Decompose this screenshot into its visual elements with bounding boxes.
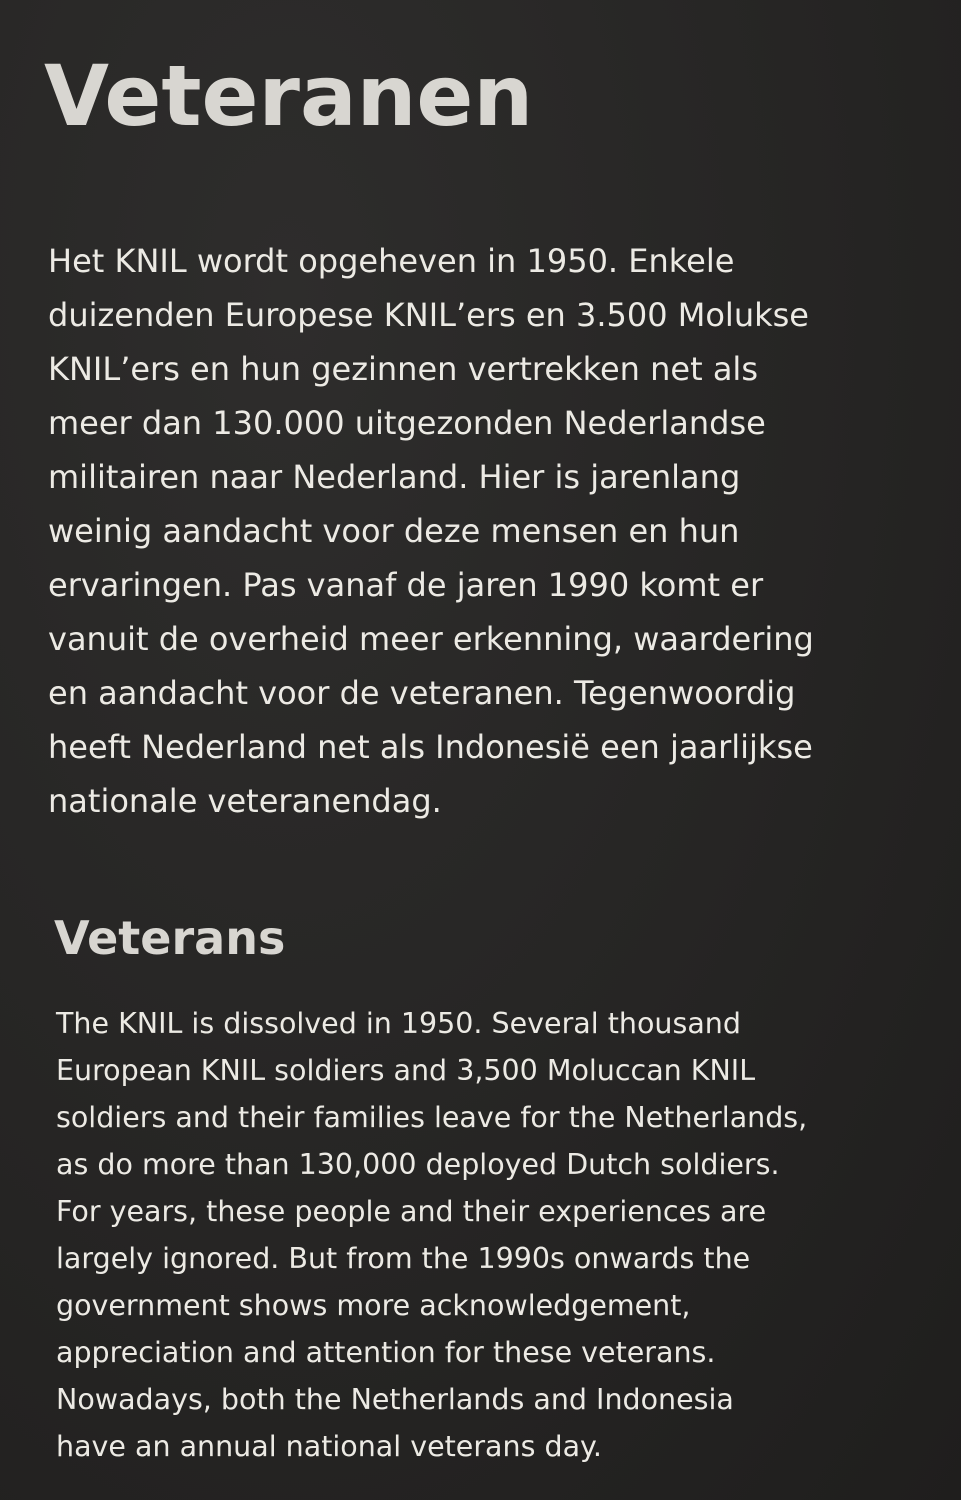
dutch-text-line: nationale veteranendag. [48,782,442,820]
english-text-line: European KNIL soldiers and 3,500 Moluccan KNIL [56,1054,756,1087]
dutch-text-line: duizenden Europese KNIL’ers en 3.500 Molukse [48,296,809,334]
english-body-text [56,1000,946,1470]
english-text-line: government shows more acknowledgement, [56,1289,691,1322]
dutch-title: Veteranen [44,47,534,145]
dutch-text-line: vanuit de overheid meer erkenning, waardering [48,620,814,658]
dutch-text-line: ervaringen. Pas vanaf de jaren 1990 komt er [48,566,764,604]
english-text-line: For years, these people and their experiences are [56,1195,767,1228]
english-text-line: soldiers and their families leave for the Netherlands, [56,1101,808,1134]
dutch-text-line: meer dan 130.000 uitgezonden Nederlandse [48,404,766,442]
dutch-text-line: militairen naar Nederland. Hier is jarenlang [48,458,741,496]
dutch-text-line: Het KNIL wordt opgeheven in 1950. Enkele [48,242,735,280]
dutch-text-line: heeft Nederland net als Indonesië een jaarlijkse [48,728,813,766]
dutch-text-line: weinig aandacht voor deze mensen en hun [48,512,740,550]
english-text-line: as do more than 130,000 deployed Dutch soldiers. [56,1148,780,1181]
english-title: Veterans [54,911,286,965]
dutch-text-line: KNIL’ers en hun gezinnen vertrekken net als [48,350,758,388]
dutch-body-text [48,234,948,828]
english-text-line: appreciation and attention for these veterans. [56,1336,716,1369]
english-text-line: have an annual national veterans day. [56,1430,602,1463]
english-text-line: The KNIL is dissolved in 1950. Several thousand [56,1007,741,1040]
english-text-line: largely ignored. But from the 1990s onwards the [56,1242,751,1275]
dutch-text-line: en aandacht voor de veteranen. Tegenwoordig [48,674,796,712]
english-text-line: Nowadays, both the Netherlands and Indonesia [56,1383,734,1416]
